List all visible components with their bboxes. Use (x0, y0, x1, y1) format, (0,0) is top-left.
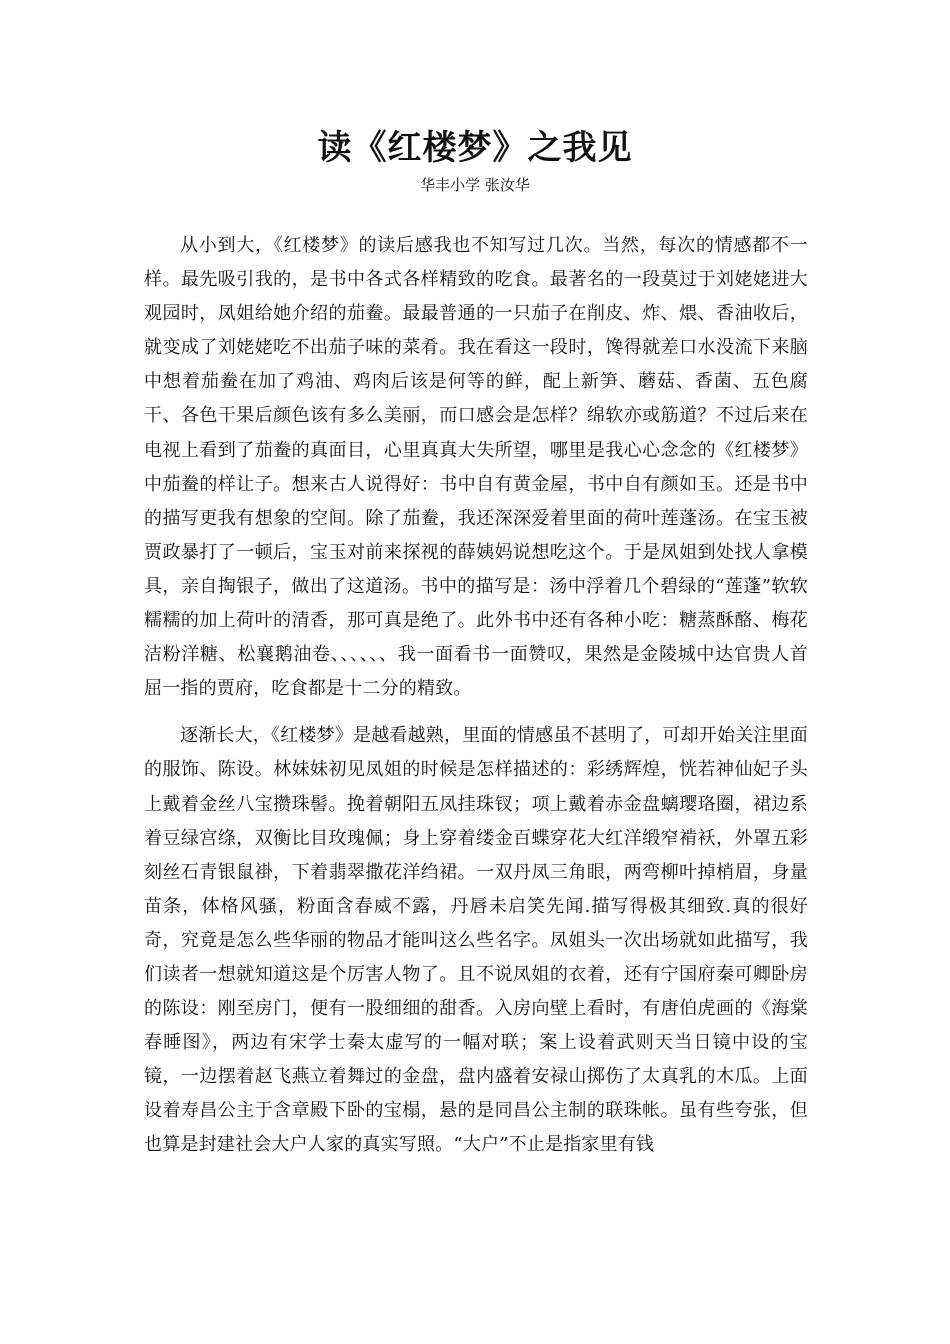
author-line: 华丰小学 张汝华 (420, 176, 530, 194)
paragraph-1: 从小到大，《红楼梦》的读后感我也不知写过几次。当然，每次的情感都不一样。最先吸引我的，是书中各式各样精致的吃食。最著名的一段莫过于刘姥姥进大观园时，凤姐给她介绍的茄鲞。最最普通的一只茄子在削皮、炸、煨、香油收后，就变成了刘姥姥吃不出茄子味的菜肴。我在看这一段时，馋得就差口水没流下来脑中想着茄鲞在加了鸡油、鸡肉后该是何等的鲜，配上新笋、蘑菇、香菌、五色腐干、各色干果后颜色该有多么美丽，而口感会是怎样？绵软亦或筋道？不过后来在电视上看到了茄鲞的真面目，心里真真大失所望，哪里是我心心念念的《红楼梦》中茄鲞的样让子。想来古人说得好：书中自有黄金屋，书中自有颜如玉。还是书中的描写更我有想象的空间。除了茄鲞，我还深深爱着里面的荷叶莲蓬汤。在宝玉被贾政暴打了一顿后，宝玉对前来探视的薛姨妈说想吃这个。于是凤姐到处找人拿模具，亲自掏银子，做出了这道汤。书中的描写是：汤中浮着几个碧绿的“莲蓬”软软糯糯的加上荷叶的清香，那可真是绝了。此外书中还有各种小吃：糖蒸酥酪、梅花洁粉洋糖、松襄鹅油卷、、、、、、我一面看书一面赞叹，果然是金陵城中达官贵人首屈一指的贾府，吃食都是十二分的精致。 (144, 235, 808, 700)
paragraph-2: 逐渐长大，《红楼梦》是越看越熟，里面的情感虽不甚明了，可却开始关注里面的服饰、陈设。林妹妹初见凤姐的时候是怎样描述的：彩绣辉煌，恍若神仙妃子头上戴着金丝八宝攒珠髻。挽着朝阳五凤挂珠钗；项上戴着赤金盘螭璎珞圈，裙边系着豆绿宫绦，双衡比目玫瑰佩；身上穿着缕金百蝶穿花大红洋缎窄褃袄，外罩五彩刻丝石青银鼠褂，下着翡翠撒花洋绉裙。一双丹凤三角眼，两弯柳叶掉梢眉，身量苗条，体格风骚，粉面含春威不露，丹唇未启笑先闻.描写得极其细致.真的很好奇，究竟是怎么些华丽的物品才能叫这么些名字。凤姐头一次出场就如此描写，我们读者一想就知道这是个厉害人物了。且不说凤姐的衣着，还有宁国府秦可卿卧房的陈设：刚至房门，便有一股细细的甜香。入房向壁上看时，有唐伯虎画的《海棠春睡图》，两边有宋学士秦太虚写的一幅对联；案上设着武则天当日镜中设的宝镜，一边摆着赵飞燕立着舞过的金盘，盘内盛着安禄山掷伤了太真乳的木瓜。上面设着寿昌公主于含章殿下卧的宝榻，悬的是同昌公主制的联珠帐。虽有些夸张，但也算是封建社会大户人家的真实写照。“大户”不止是指家里有钱 (144, 725, 808, 1156)
document-title: 读《红楼梦》之我见 (317, 128, 633, 168)
article-body (144, 229, 808, 1163)
